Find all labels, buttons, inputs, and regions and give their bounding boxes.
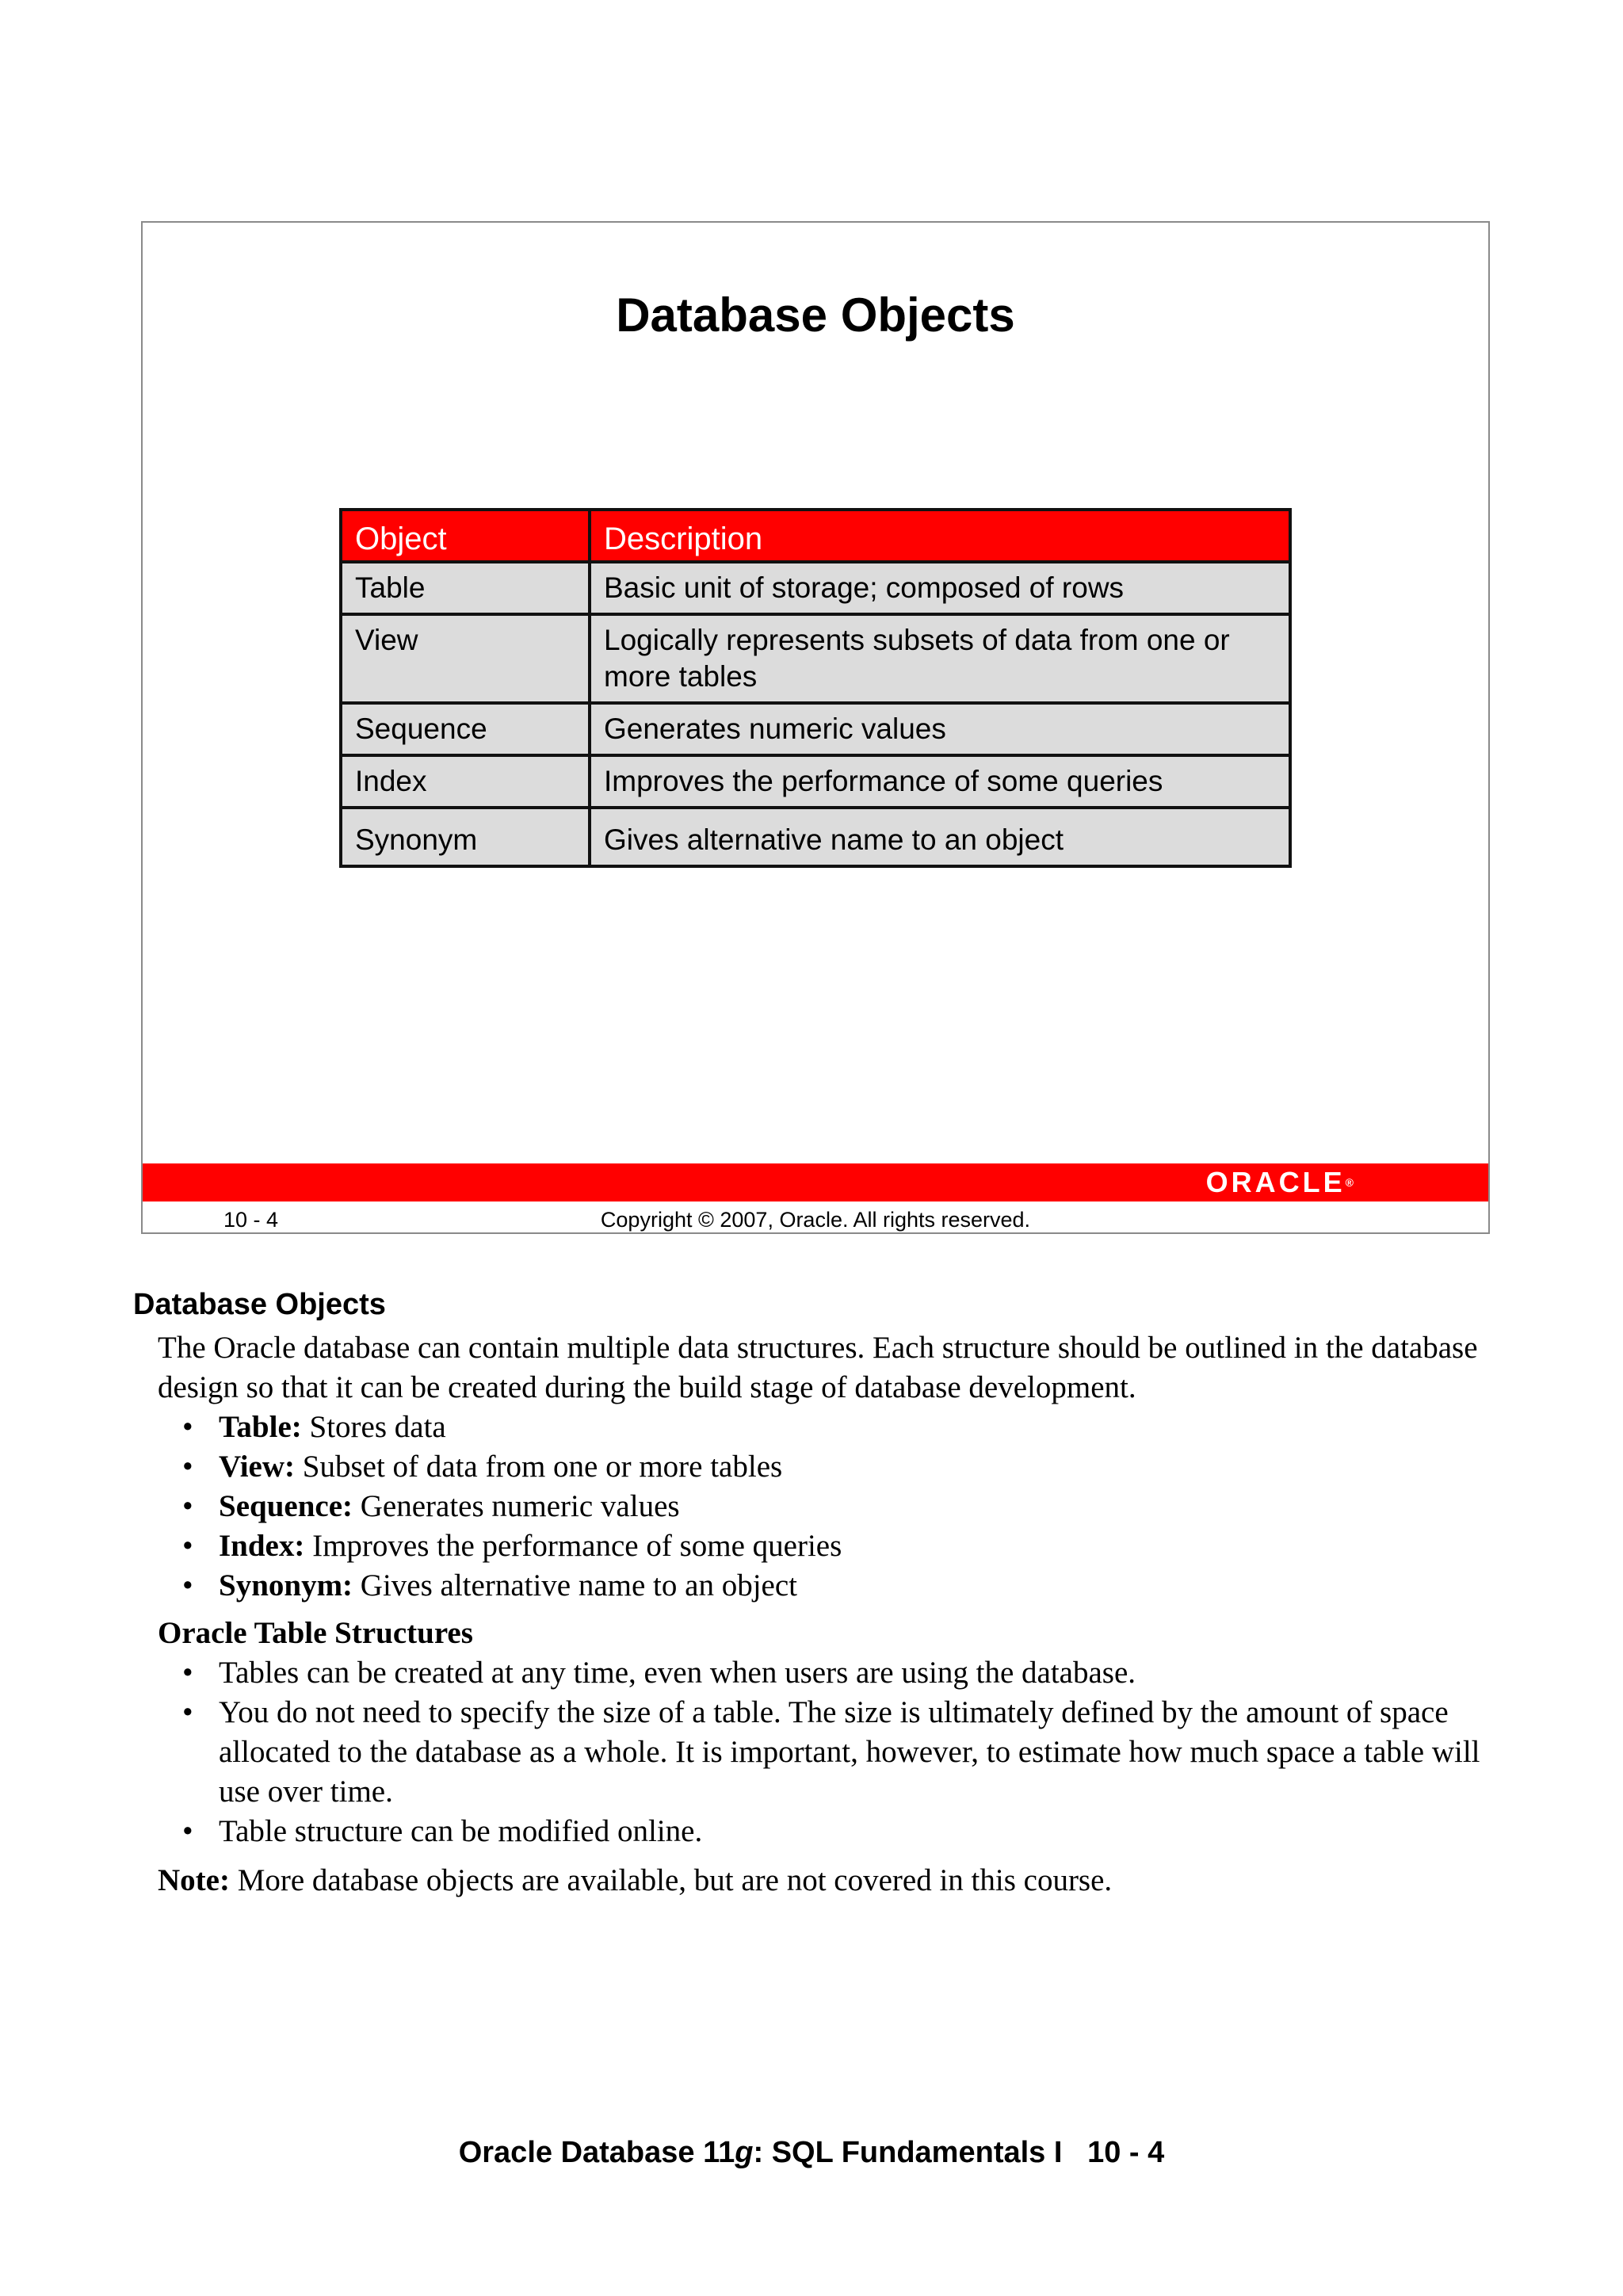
header-description: Description — [590, 510, 1290, 562]
list-item: • You do not need to specify the size of a table. The size is ultimately defined by the amount of space allocated to the database as a whole. It is important, however, to estimate how much space a table will use over time. — [219, 1693, 1512, 1812]
description-cell: Improves the performance of some queries — [590, 755, 1290, 808]
description-cell: Logically represents subsets of data from one or more tables — [590, 614, 1290, 703]
slide — [141, 221, 1490, 1234]
list-item: • View: Subset of data from one or more tables — [219, 1447, 1512, 1487]
table-header-row — [341, 510, 1290, 562]
list-item: • Sequence: Generates numeric values — [219, 1487, 1512, 1526]
slide-title: Database Objects — [616, 288, 1015, 342]
structures-list — [133, 1653, 1512, 1851]
list-item: • Synonym: Gives alternative name to an object — [219, 1566, 1512, 1606]
list-item: • Tables can be created at any time, even when users are using the database. — [219, 1653, 1512, 1693]
object-cell: Index — [341, 755, 590, 808]
table-row — [341, 614, 1290, 703]
description-cell: Generates numeric values — [590, 703, 1290, 755]
description-cell: Basic unit of storage; composed of rows — [590, 562, 1290, 614]
objects-list — [133, 1408, 1512, 1606]
object-cell: View — [341, 614, 590, 703]
table-row — [341, 808, 1290, 866]
copyright-text: Copyright © 2007, Oracle. All rights reserved. — [600, 1208, 1031, 1232]
object-cell: Table — [341, 562, 590, 614]
note-text: More database objects are available, but are not covered in this course. — [229, 1863, 1113, 1897]
list-item: • Index: Improves the performance of some queries — [219, 1526, 1512, 1566]
object-cell: Synonym — [341, 808, 590, 866]
header-object: Object — [341, 510, 590, 562]
table-row — [341, 755, 1290, 808]
notes-heading: Database Objects — [133, 1288, 386, 1321]
intro-paragraph: The Oracle database can contain multiple data structures. Each structure should be outlined in the database design so that it can be created during the build stage of database development. — [158, 1331, 1478, 1404]
list-item: • Table: Stores data — [219, 1408, 1512, 1447]
description-cell: Gives alternative name to an object — [590, 808, 1290, 866]
oracle-logo: ORACLE® — [1205, 1166, 1354, 1198]
structures-subheading: Oracle Table Structures — [158, 1616, 473, 1650]
notes-section — [133, 1288, 1512, 1901]
table-row — [341, 703, 1290, 755]
list-item: • Table structure can be modified online. — [219, 1812, 1512, 1851]
slide-footer-bar — [143, 1163, 1488, 1201]
slide-page-number: 10 - 4 — [223, 1208, 279, 1232]
table-row — [341, 562, 1290, 614]
objects-table — [339, 508, 1292, 868]
page-footer: Oracle Database 11g: SQL Fundamentals I 10 - 4 — [458, 2136, 1165, 2169]
object-cell: Sequence — [341, 703, 590, 755]
note-label: Note: — [158, 1863, 230, 1897]
note-paragraph — [158, 1861, 1512, 1901]
